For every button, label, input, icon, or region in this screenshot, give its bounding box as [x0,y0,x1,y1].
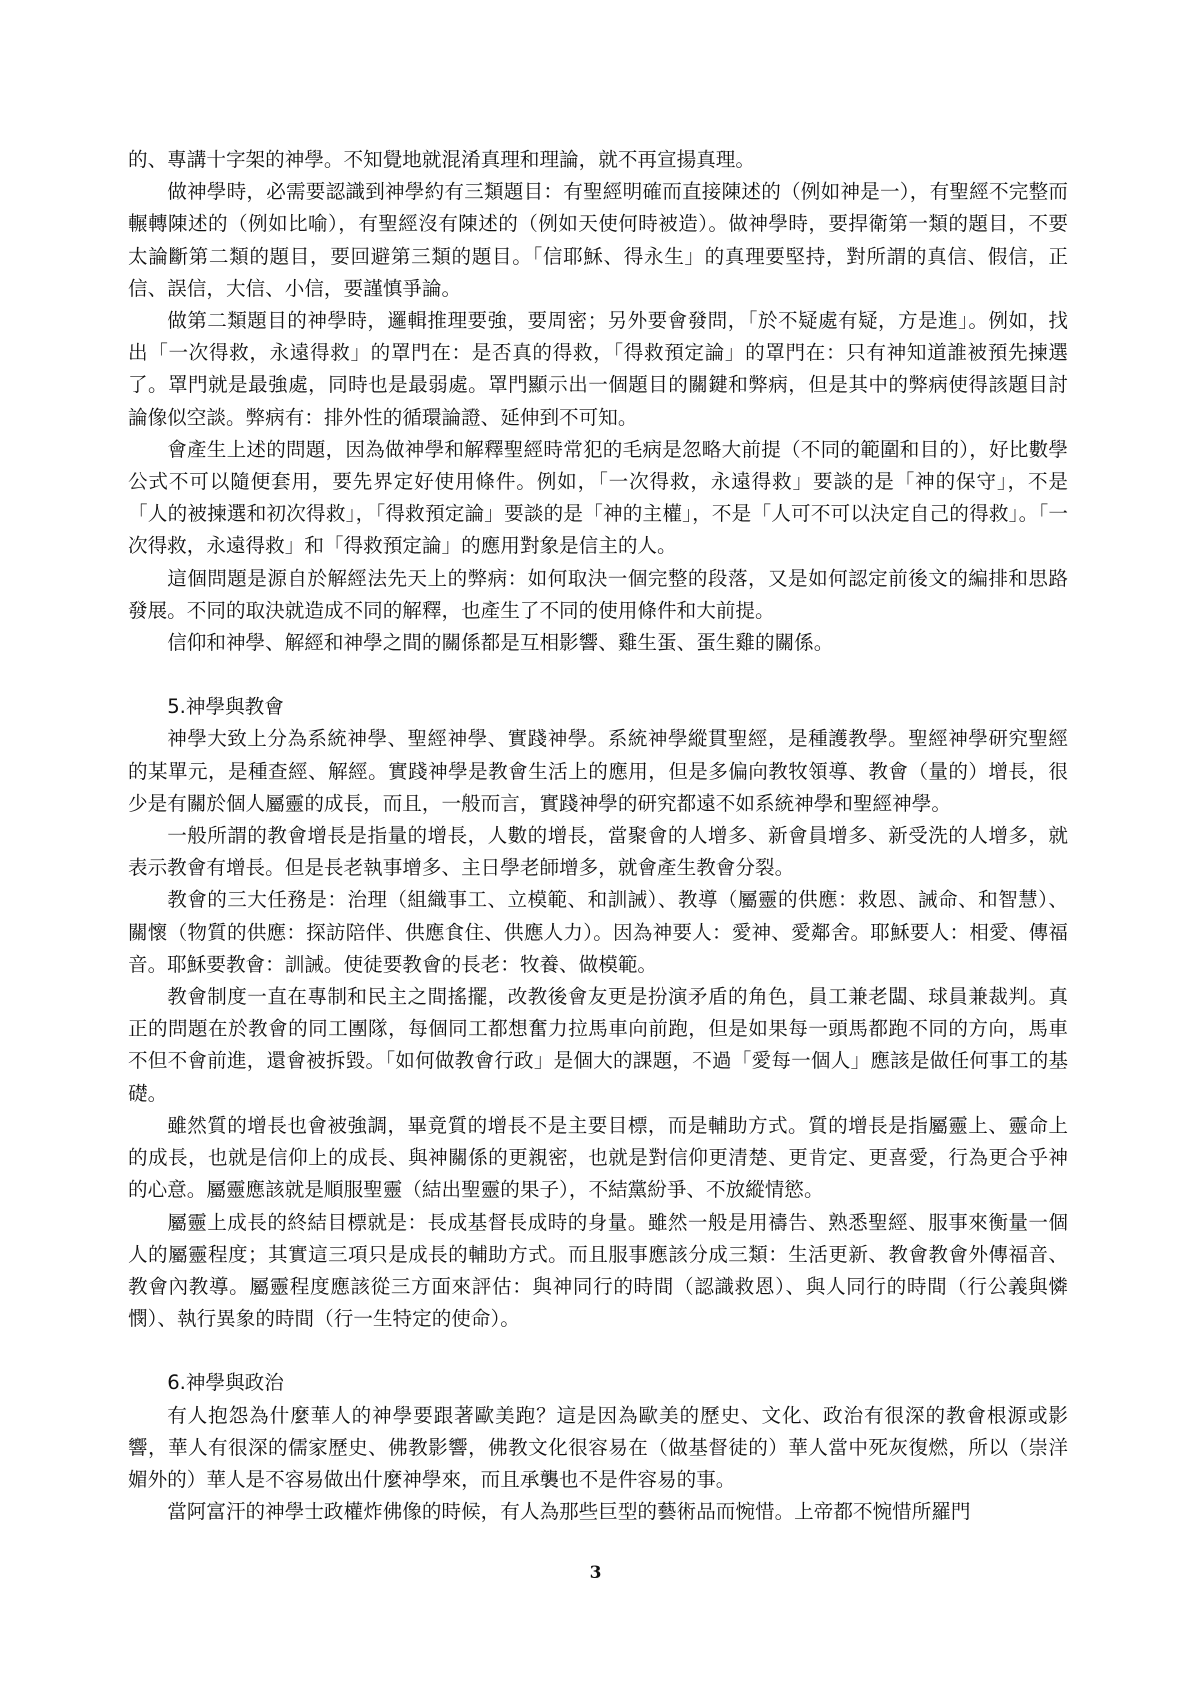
paragraph: 神學大致上分為系統神學、聖經神學、實踐神學。系統神學縱貫聖經，是種護教學。聖經神學研究聖經的某單元，是種查經、解經。實踐神學是教會生活上的應用，但是多偏向教牧領導、教會（量的）增長，很少是有關於個人屬靈的成長，而且，一般而言，實踐神學的研究都遠不如系統神學和聖經神學。 [128,727,1068,815]
paragraph: 會產生上述的問題，因為做神學和解釋聖經時常犯的毛病是忽略大前提（不同的範圍和目的），好比數學公式不可以隨便套用，要先界定好使用條件。例如，「一次得救，永遠得救」要談的是「神的保守」，不是「人的被揀選和初次得救」，「得救預定論」要談的是「神的主權」，不是「人可不可以決定自己的得救」。「一次得救，永遠得救」和「得救預定論」的應用對象是信主的人。 [128,437,1068,558]
paragraph: 信仰和神學、解經和神學之間的關係都是互相影響、雞生蛋、蛋生雞的關係。 [167,631,834,655]
paragraph: 這個問題是源自於解經法先天上的弊病：如何取決一個完整的段落，又是如何認定前後文的編排和思路發展。不同的取決就造成不同的解釋，也產生了不同的使用條件和大前提。 [128,566,1068,622]
paragraph: 當阿富汗的神學士政權炸佛像的時候，有人為那些巨型的藝術品而惋惜。上帝都不惋惜所羅門 [167,1500,971,1524]
paragraph-continuation: 的、專講十字架的神學。不知覺地就混淆真理和理論，就不再宣揚真理。 [128,148,755,171]
paragraph: 教會制度一直在專制和民主之間搖擺，改教後會友更是扮演矛盾的角色，員工兼老闆、球員兼裁判。真正的問題在於教會的同工團隊，每個同工都想奮力拉馬車向前跑，但是如果每一頭馬都跑不同的方向，馬車不但不會前進，還會被拆毀。「如何做教會行政」是個大的課題，不過「愛每一個人」應該是做任何事工的基礎。 [128,985,1068,1105]
paragraph: 有人抱怨為什麼華人的神學要跟著歐美跑？這是因為歐美的歷史、文化、政治有很深的教會根源或影響，華人有很深的儒家歷史、佛教影響，佛教文化很容易在（做基督徒的）華人當中死灰復燃，所以（崇洋媚外的）華人是不容易做出什麼神學來，而且承襲也不是件容易的事。 [128,1403,1068,1491]
document-body [128,144,1068,1528]
paragraph: 屬靈上成長的終結目標就是：長成基督長成時的身量。雖然一般是用禱告、熟悉聖經、服事來衡量一個人的屬靈程度；其實這三項只是成長的輔助方式。而且服事應該分成三類：生活更新、教會教會外傳福音、教會內教導。屬靈程度應該從三方面來評估：與神同行的時間（認識救恩）、與人同行的時間（行公義與憐憫）、執行異象的時間（行一生特定的使命）。 [128,1210,1068,1331]
section-heading-theology-and-church: 5.神學與教會 [167,695,284,719]
section-heading-theology-and-politics: 6.神學與政治 [167,1371,284,1395]
page-number: 3 [589,1563,602,1583]
paragraph: 一般所謂的教會增長是指量的增長，人數的增長，當聚會的人增多、新會員增多、新受洗的人增多，就表示教會有增長。但是長老執事增多、主日學老師增多，就會產生教會分裂。 [128,824,1068,880]
paragraph: 教會的三大任務是：治理（組織事工、立模範、和訓誡）、教導（屬靈的供應：救恩、誡命、和智慧）、關懷（物質的供應：探訪陪伴、供應食住、供應人力）。因為神要人：愛神、愛鄰舍。耶穌要人：相愛、傳福音。耶穌要教會：訓誡。使徒要教會的長老：牧養、做模範。 [128,888,1068,976]
paragraph: 雖然質的增長也會被強調，畢竟質的增長不是主要目標，而是輔助方式。質的增長是指屬靈上、靈命上的成長，也就是信仰上的成長、與神關係的更親密，也就是對信仰更清楚、更肯定、更喜愛，行為更合乎神的心意。屬靈應該就是順服聖靈（結出聖靈的果子），不結黨紛爭、不放縱情慾。 [128,1113,1068,1202]
paragraph: 做神學時，必需要認識到神學約有三類題目：有聖經明確而直接陳述的（例如神是一），有聖經不完整而輾轉陳述的（例如比喻），有聖經沒有陳述的（例如天使何時被造）。做神學時，要捍衛第一類的題目，不要太論斷第二類的題目，要回避第三類的題目。「信耶穌、得永生」的真理要堅持，對所謂的真信、假信，正信、誤信，大信、小信，要謹慎爭論。 [128,180,1068,300]
paragraph: 做第二類題目的神學時，邏輯推理要強，要周密；另外要會發問，「於不疑處有疑，方是進」。例如，找出「一次得救，永遠得救」的罩門在：是否真的得救，「得救預定論」的罩門在：只有神知道誰被預先揀選了。罩門就是最強處，同時也是最弱處。罩門顯示出一個題目的關鍵和弊病，但是其中的弊病使得該題目討論像似空談。弊病有：排外性的循環論證、延伸到不可知。 [128,309,1068,429]
